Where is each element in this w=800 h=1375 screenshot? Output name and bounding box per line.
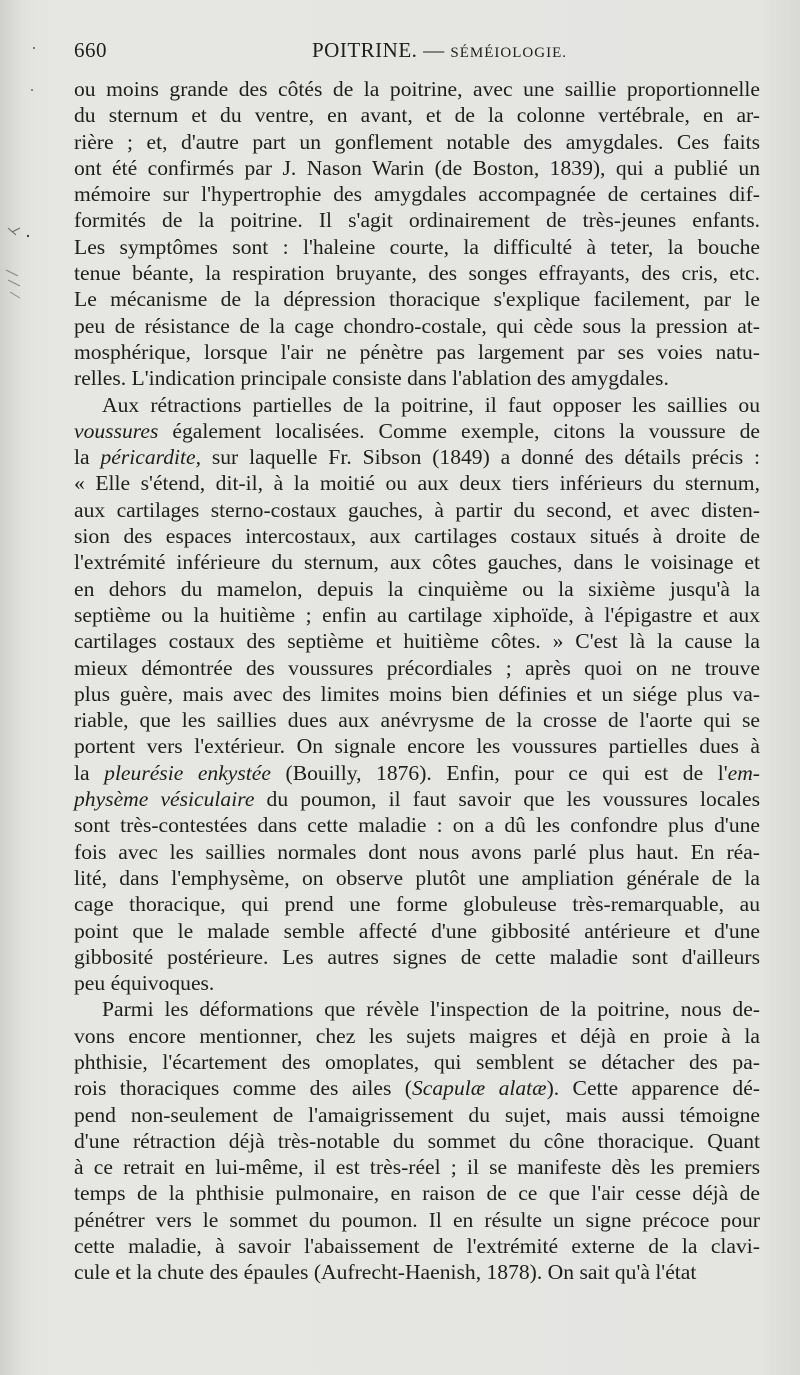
text-run: la bbox=[74, 760, 105, 785]
text-run: peu équivoques. bbox=[74, 971, 215, 996]
text-run: cartilages costaux des septième et huitième côtes. » C'est là la cause la bbox=[74, 629, 760, 654]
text-line bbox=[74, 313, 760, 339]
text-run: pend non-seulement de l'amaigrissement du sujet, mais aussi témoigne bbox=[74, 1102, 760, 1127]
text-run: Les symptômes sont : l'haleine courte, la difficulté à teter, la bouche bbox=[74, 234, 760, 259]
text-run: cette maladie, à savoir l'abaissement de l'extrémité externe de la clavi- bbox=[74, 1234, 760, 1259]
text-line bbox=[74, 234, 760, 260]
text-run: gibbosité postérieure. Les autres signes de cette maladie sont d'ailleurs bbox=[74, 944, 760, 969]
text-run: riable, que les saillies dues aux anévrysme de la crosse de l'aorte qui se bbox=[74, 708, 760, 733]
text-run: rois thoraciques comme des ailes ( bbox=[74, 1076, 412, 1101]
text-run: vons encore mentionner, chez les sujets maigres et déjà en proie à la bbox=[74, 1023, 760, 1048]
text-line bbox=[74, 207, 760, 233]
text-line bbox=[74, 786, 760, 812]
text-run: point que le malade semble affecté d'une gibbosité antérieure et d'une bbox=[74, 918, 760, 943]
text-run: la bbox=[74, 445, 101, 470]
text-line bbox=[74, 944, 760, 970]
text-line bbox=[74, 129, 760, 155]
text-run: sont très-contestées dans cette maladie : on a dû les confondre plus d'une bbox=[74, 813, 760, 838]
text-line bbox=[74, 470, 760, 496]
text-line bbox=[74, 1180, 760, 1206]
text-line bbox=[74, 392, 760, 418]
text-run: du sternum et du ventre, en avant, et de la colonne vertébrale, en ar- bbox=[74, 103, 760, 128]
text-line bbox=[74, 1207, 760, 1233]
text-run: pénétrer vers le sommet du poumon. Il en résulte un signe précoce pour bbox=[74, 1207, 760, 1232]
text-run: cule et la chute des épaules (Aufrecht-Haenish, 1878). On sait qu'à l'état bbox=[74, 1260, 697, 1285]
text-line bbox=[74, 102, 760, 128]
text-run: en dehors du mamelon, depuis la cinquième ou la sixième jusqu'à la bbox=[74, 576, 760, 601]
italic-term: pleurésie enkystée bbox=[104, 760, 271, 785]
text-run: Parmi les déformations que révèle l'inspection de la poitrine, nous de- bbox=[102, 997, 760, 1022]
running-title-sub: SÉMÉIOLOGIE. bbox=[450, 45, 567, 61]
paragraph bbox=[74, 76, 760, 392]
text-run: « Elle s'étend, dit-il, à la moitié ou aux deux tiers inférieurs du sternum, bbox=[74, 471, 760, 496]
running-title-main: POITRINE. bbox=[312, 38, 418, 62]
text-line bbox=[74, 497, 760, 523]
text-line bbox=[74, 970, 760, 996]
italic-term: voussures bbox=[74, 418, 159, 443]
text-line bbox=[74, 1049, 760, 1075]
text-line bbox=[74, 1128, 760, 1154]
text-line bbox=[74, 1259, 760, 1285]
margin-specks bbox=[2, 40, 42, 300]
text-run: tenue béante, la respiration bruyante, des songes effrayants, des cris, etc. bbox=[74, 261, 760, 286]
text-run: sur laquelle Fr. Sibson (1849) a donné des détails précis : bbox=[201, 445, 761, 470]
text-run: cage thoracique, qui prend une forme globuleuse très-remarquable, au bbox=[74, 892, 760, 917]
text-run: (Bouilly, 1876). Enfin, pour ce qui est de l' bbox=[270, 760, 728, 785]
text-line bbox=[74, 760, 760, 786]
text-run: fois avec les saillies normales dont nous avons parlé plus haut. En réa- bbox=[74, 839, 760, 864]
text-line bbox=[74, 891, 760, 917]
text-line bbox=[74, 549, 760, 575]
text-line bbox=[74, 733, 760, 759]
text-line bbox=[74, 812, 760, 838]
text-run: aux cartilages sterno-costaux gauches, à partir du second, et avec disten- bbox=[74, 497, 760, 522]
text-line bbox=[74, 444, 760, 470]
text-run: Le mécanisme de la dépression thoracique s'explique facilement, par le bbox=[74, 287, 760, 312]
text-line bbox=[74, 155, 760, 181]
text-run: portent vers l'extérieur. On signale encore les voussures partielles dues à bbox=[74, 734, 760, 759]
text-line bbox=[74, 339, 760, 365]
text-run: phthisie, l'écartement des omoplates, qui semblent se détacher des pa- bbox=[74, 1049, 760, 1074]
text-line bbox=[74, 865, 760, 891]
text-line bbox=[74, 76, 760, 102]
text-run: temps de la phthisie pulmonaire, en raison de ce que l'air cesse déjà de bbox=[74, 1181, 760, 1206]
text-line bbox=[74, 576, 760, 602]
page-number: 660 bbox=[74, 38, 107, 62]
text-run: formités de la poitrine. Il s'agit ordinairement de très-jeunes enfants. bbox=[74, 208, 760, 233]
paragraph bbox=[74, 996, 760, 1285]
text-line bbox=[74, 602, 760, 628]
text-line bbox=[74, 181, 760, 207]
text-line bbox=[74, 1075, 760, 1101]
page-header bbox=[74, 38, 764, 72]
running-title-dash: — bbox=[423, 38, 445, 62]
text-run: ). Cette apparence dé- bbox=[546, 1076, 760, 1101]
text-run: septième ou la huitième ; enfin au cartilage xiphoïde, à l'épigastre et aux bbox=[74, 602, 760, 627]
text-line bbox=[74, 365, 760, 391]
text-run: Aux rétractions partielles de la poitrine, il faut opposer les saillies ou bbox=[102, 392, 760, 417]
text-run: mémoire sur l'hypertrophie des amygdales accompagnée de certaines dif- bbox=[74, 182, 760, 207]
text-run: peu de résistance de la cage chondro-costale, qui cède sous la pression at- bbox=[74, 313, 760, 338]
text-run: mieux démontrée des voussures précordiales ; après quoi on ne trouve bbox=[74, 655, 760, 680]
running-title bbox=[312, 38, 567, 63]
text-line bbox=[74, 1023, 760, 1049]
text-run: également localisées. Comme exemple, citons la voussure de bbox=[158, 418, 760, 443]
text-line bbox=[74, 918, 760, 944]
text-line bbox=[74, 707, 760, 733]
text-run: lité, dans l'emphysème, on observe plutôt une ampliation générale de la bbox=[74, 865, 760, 890]
text-run: sion des espaces intercostaux, aux cartilages costaux situés à droite de bbox=[74, 524, 760, 549]
text-line bbox=[74, 1233, 760, 1259]
body-text bbox=[74, 76, 760, 1286]
text-run: mosphérique, lorsque l'air ne pénètre pas largement par ses voies natu- bbox=[74, 339, 760, 364]
text-run: plus guère, mais avec des limites moins bien définies et un siége plus va- bbox=[74, 681, 760, 706]
text-line bbox=[74, 628, 760, 654]
text-run: rière ; et, d'autre part un gonflement notable des amygdales. Ces faits bbox=[74, 129, 760, 154]
italic-term: em- bbox=[727, 760, 760, 785]
text-run: ont été confirmés par J. Nason Warin (de Boston, 1839), qui a publié un bbox=[74, 155, 760, 180]
text-line bbox=[74, 1102, 760, 1128]
text-line bbox=[74, 1154, 760, 1180]
italic-term: péricardite, bbox=[100, 445, 201, 470]
paragraph bbox=[74, 392, 760, 997]
text-line bbox=[74, 655, 760, 681]
text-run: l'extrémité inférieure du sternum, aux côtes gauches, dans le voisinage et bbox=[74, 550, 760, 575]
text-line bbox=[74, 996, 760, 1022]
italic-term: Scapulæ alatæ bbox=[412, 1076, 547, 1101]
text-line bbox=[74, 418, 760, 444]
text-line bbox=[74, 523, 760, 549]
text-run: du poumon, il faut savoir que les voussures locales bbox=[254, 787, 760, 812]
text-line bbox=[74, 839, 760, 865]
italic-term: physème vésiculaire bbox=[74, 787, 255, 812]
text-line bbox=[74, 260, 760, 286]
text-run: relles. L'indication principale consiste dans l'ablation des amygdales. bbox=[74, 366, 669, 391]
text-run: d'une rétraction déjà très-notable du sommet du cône thoracique. Quant bbox=[74, 1128, 760, 1153]
text-run: à ce retrait en lui-même, il est très-réel ; il se manifeste dès les premiers bbox=[74, 1155, 760, 1180]
text-run: ou moins grande des côtés de la poitrine, avec une saillie proportionnelle bbox=[74, 77, 760, 101]
text-line bbox=[74, 286, 760, 312]
text-line bbox=[74, 681, 760, 707]
